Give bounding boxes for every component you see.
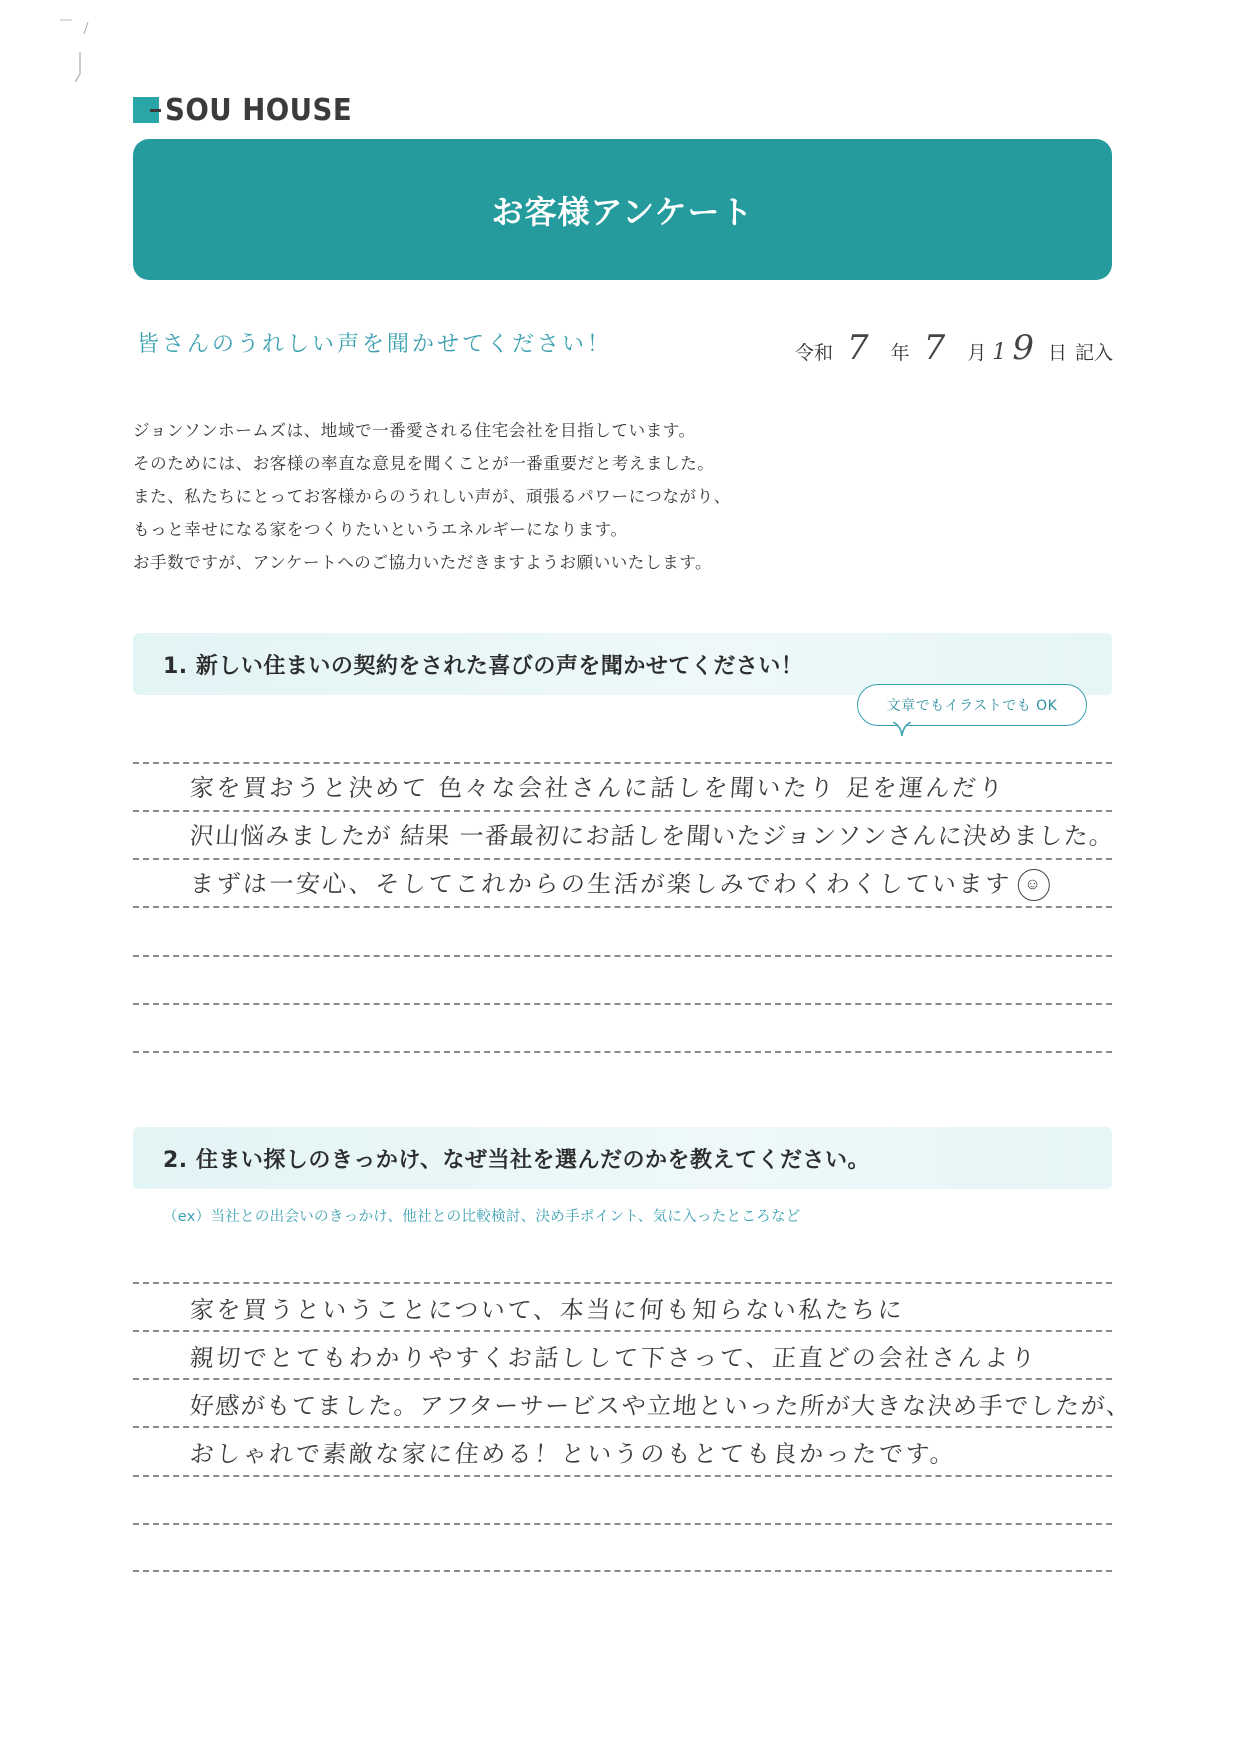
day-ones-value[interactable]: 9: [1012, 328, 1034, 368]
answer-line: [133, 906, 1112, 908]
entry-date: [795, 328, 1113, 368]
scan-artifact-mark: [58, 12, 98, 82]
answer-line: [133, 810, 1112, 812]
answer-line: [133, 858, 1112, 860]
answer-line: [133, 955, 1112, 957]
intro-line: お手数ですが、アンケートへのご協力いただきますようお願いいたします。: [133, 553, 713, 572]
title-banner: [133, 139, 1112, 280]
answer-line: [133, 1570, 1112, 1572]
answer-line: [133, 1330, 1112, 1332]
brand-logo: [133, 93, 368, 127]
year-label: 年: [890, 342, 910, 364]
speech-bubble-tail-icon: [893, 722, 911, 736]
day-label: 日: [1047, 342, 1067, 364]
answer-line: [133, 1475, 1112, 1477]
answer-line: [133, 762, 1112, 764]
hint-bubble: 文章でもイラストでも OK: [857, 684, 1087, 726]
answer-line: [133, 1051, 1112, 1053]
intro-paragraph: [133, 414, 731, 579]
intro-line: また、私たちにとってお客様からのうれしい声が、頑張るパワーにつながり、: [133, 487, 731, 506]
answer-line: [133, 1003, 1112, 1005]
day-tens-value[interactable]: 1: [992, 340, 1007, 365]
question-2-header: [133, 1127, 1112, 1189]
answer-2-line-2[interactable]: 親切でとてもわかりやすくお話しして下さって、正直どの会社さんより: [188, 1344, 1039, 1372]
subtitle: 皆さんのうれしい声を聞かせてください！: [137, 332, 613, 357]
question-2-title: 2. 住まい探しのきっかけ、なぜ当社を選んだのかを教えてください。: [163, 1147, 870, 1173]
month-label: 月: [967, 342, 987, 364]
answer-1-line-1[interactable]: 家を買おうと決めて 色々な会社さんに話しを聞いたり 足を運んだり: [188, 774, 1007, 802]
answer-line: [133, 1426, 1112, 1428]
page-title: お客様アンケート: [491, 192, 754, 231]
answer-1-line-3[interactable]: [189, 864, 1051, 901]
answer-1-line-2[interactable]: 沢山悩みましたが 結果 一番最初にお話しを聞いたジョンソンさんに決めました。: [188, 822, 1116, 850]
answer-line: [133, 1378, 1112, 1380]
intro-line: そのためには、お客様の率直な意見を聞くことが一番重要だと考えました。: [133, 454, 715, 473]
answer-2-line-1[interactable]: 家を買うということについて、本当に何も知らない私たちに: [188, 1296, 906, 1324]
intro-line: もっと幸せになる家をつくりたいというエネルギーになります。: [133, 520, 628, 539]
intro-line: ジョンソンホームズは、地域で一番愛される住宅会社を目指しています。: [133, 421, 696, 440]
question-2-example: （ex）当社との出会いのきっかけ、他社との比較検討、決め手ポイント、気に入ったところなど: [163, 1209, 801, 1225]
answer-1-line-3-text: まずは一安心、そしてこれからの生活が楽しみでわくわくしています: [188, 870, 1013, 898]
era-label: 令和: [795, 342, 834, 364]
answer-line: [133, 1282, 1112, 1284]
answer-2-line-3[interactable]: 好感がもてました。アフターサービスや立地といった所が大きな決め手でしたが、: [188, 1392, 1133, 1420]
entry-suffix: 記入: [1074, 342, 1113, 364]
year-value[interactable]: 7: [847, 328, 869, 368]
smiley-face-icon: ☺: [1017, 869, 1049, 901]
month-value[interactable]: 7: [923, 328, 946, 368]
question-1-title: 1. 新しい住まいの契約をされた喜びの声を聞かせてください！: [163, 653, 804, 679]
answer-line: [133, 1523, 1112, 1525]
logo-square-icon: [133, 97, 159, 123]
logo-text: SOU HOUSE: [165, 92, 353, 128]
answer-2-line-4[interactable]: おしゃれで素敵な家に住める！というのもとても良かったです。: [188, 1440, 958, 1468]
